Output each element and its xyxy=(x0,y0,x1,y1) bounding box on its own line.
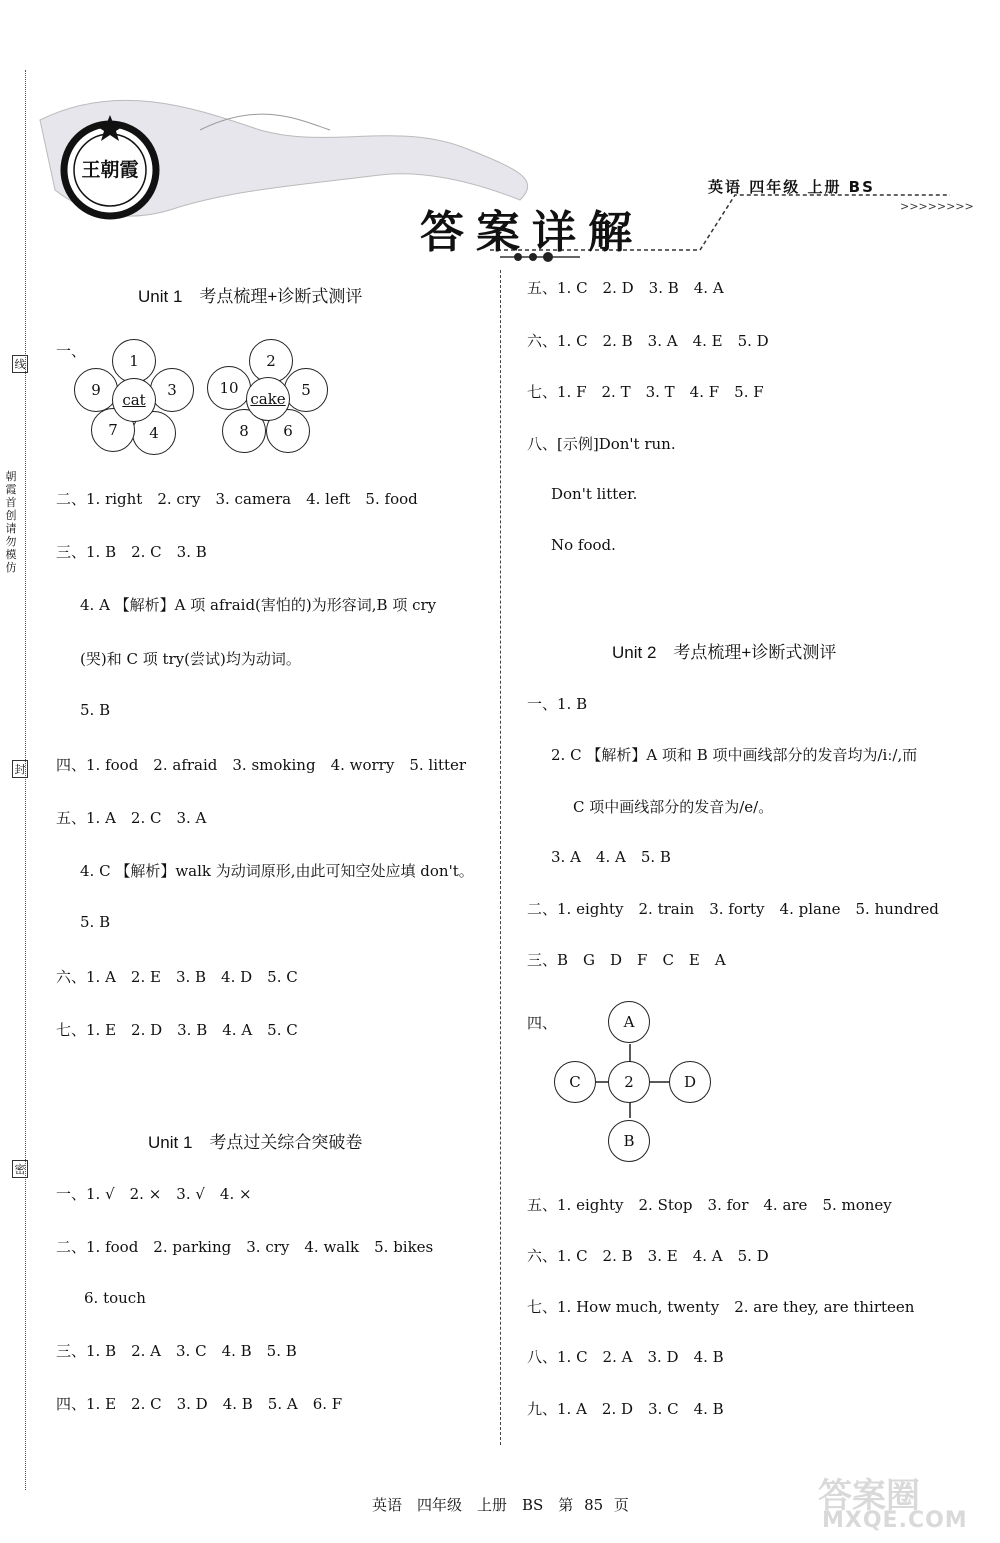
flower-petal: 9 xyxy=(74,368,118,412)
answer-line: C 项中画线部分的发音为/e/。 xyxy=(573,798,774,816)
answer-line: 一、1. B xyxy=(527,695,588,713)
answer-line: 6. touch xyxy=(84,1289,146,1307)
page-footer: 英语 四年级 上册 BS 第 85 页 xyxy=(372,1496,629,1514)
answer-line: 五、1. C 2. D 3. B 4. A xyxy=(527,279,724,297)
answer-line: 六、1. C 2. B 3. A 4. E 5. D xyxy=(527,332,769,350)
cross-node-top: A xyxy=(608,1001,650,1043)
flower-petal: 4 xyxy=(132,411,176,455)
cross-node-left: C xyxy=(554,1061,596,1103)
margin-label-secret: 密 xyxy=(12,1160,28,1178)
answer-line: No food. xyxy=(551,536,616,554)
svg-text:王朝霞: 王朝霞 xyxy=(81,159,139,181)
answer-line: 七、1. How much, twenty 2. are they, are thirteen xyxy=(527,1298,915,1316)
answer-line: 九、1. A 2. D 3. C 4. B xyxy=(527,1400,724,1418)
answer-line: 2. C 【解析】A 项和 B 项中画线部分的发音均为/iː/,而 xyxy=(551,746,918,764)
watermark-url: MXQE.COM xyxy=(822,1508,968,1533)
answer-line: Don't litter. xyxy=(551,485,638,503)
answer-line: 四、1. E 2. C 3. D 4. B 5. A 6. F xyxy=(56,1395,343,1413)
section-label-1: 一、 xyxy=(56,342,87,360)
flower-center-word: cat xyxy=(122,391,146,409)
cross-node-center: 2 xyxy=(608,1061,650,1103)
answer-line: 三、1. B 2. C 3. B xyxy=(56,543,207,561)
unit1b-title: Unit 1 考点过关综合突破卷 xyxy=(148,1133,363,1152)
answer-line: 二、1. food 2. parking 3. cry 4. walk 5. bikes xyxy=(56,1238,434,1256)
answer-line: 一、1. √ 2. × 3. √ 4. × xyxy=(56,1185,252,1203)
flower-center-word: cake xyxy=(250,390,286,408)
flower-petal: 1 xyxy=(112,339,156,383)
svg-text:>>>>>>>>: >>>>>>>> xyxy=(900,200,974,213)
answer-line: 八、1. C 2. A 3. D 4. B xyxy=(527,1348,724,1366)
margin-note: 朝霞首创请勿模仿 xyxy=(5,470,17,574)
book-info: 英语 四年级 上册 BS xyxy=(708,178,875,196)
margin-dotted-line xyxy=(25,70,26,1490)
flower-petal: 2 xyxy=(249,339,293,383)
answer-line: 三、1. B 2. A 3. C 4. B 5. B xyxy=(56,1342,297,1360)
page-title: 答案详解 xyxy=(420,207,644,258)
answer-line: 七、1. E 2. D 3. B 4. A 5. C xyxy=(56,1021,298,1039)
flower-center xyxy=(112,378,156,422)
margin-label-seal: 封 xyxy=(12,760,28,778)
answer-line: 4. A 【解析】A 项 afraid(害怕的)为形容词,B 项 cry xyxy=(80,596,437,614)
answer-line: 四、1. food 2. afraid 3. smoking 4. worry 5. litter xyxy=(56,756,467,774)
answer-line: 3. A 4. A 5. B xyxy=(551,848,671,866)
unit2-title: Unit 2 考点梳理+诊断式测评 xyxy=(612,643,837,662)
flower-petal: 10 xyxy=(207,366,251,410)
flower-petal: 5 xyxy=(284,368,328,412)
answer-line: 六、1. C 2. B 3. E 4. A 5. D xyxy=(527,1247,769,1265)
column-divider xyxy=(500,270,501,1445)
watermark-logo: 答案圈 xyxy=(818,1476,920,1516)
answer-line: 5. B xyxy=(80,913,111,931)
answer-line: 五、1. eighty 2. Stop 3. for 4. are 5. money xyxy=(527,1196,892,1214)
cross-node-right: D xyxy=(669,1061,711,1103)
answer-line: 六、1. A 2. E 3. B 4. D 5. C xyxy=(56,968,298,986)
flower-petal: 8 xyxy=(222,409,266,453)
answer-line: 二、1. right 2. cry 3. camera 4. left 5. food xyxy=(56,490,418,508)
flower-petal: 7 xyxy=(91,408,135,452)
answer-line: 五、1. A 2. C 3. A xyxy=(56,809,207,827)
answer-line: 七、1. F 2. T 3. T 4. F 5. F xyxy=(527,383,764,401)
unit1-title: Unit 1 考点梳理+诊断式测评 xyxy=(138,287,363,306)
logo-seal xyxy=(55,112,165,222)
section-label-4: 四、 xyxy=(527,1014,558,1032)
answer-line: 5. B xyxy=(80,701,111,719)
cross-node-bottom: B xyxy=(608,1120,650,1162)
margin-label-line: 线 xyxy=(12,355,28,373)
answer-line: 三、B G D F C E A xyxy=(527,951,726,969)
answer-line: 八、[示例]Don't run. xyxy=(527,435,676,453)
answer-line: 二、1. eighty 2. train 3. forty 4. plane 5. hundred xyxy=(527,900,939,918)
flower-petal: 3 xyxy=(150,368,194,412)
flower-center xyxy=(246,377,290,421)
flower-petal: 6 xyxy=(266,409,310,453)
answer-line: 4. C 【解析】walk 为动词原形,由此可知空处应填 don't。 xyxy=(80,862,474,880)
answer-line: (哭)和 C 项 try(尝试)均为动词。 xyxy=(80,650,301,668)
